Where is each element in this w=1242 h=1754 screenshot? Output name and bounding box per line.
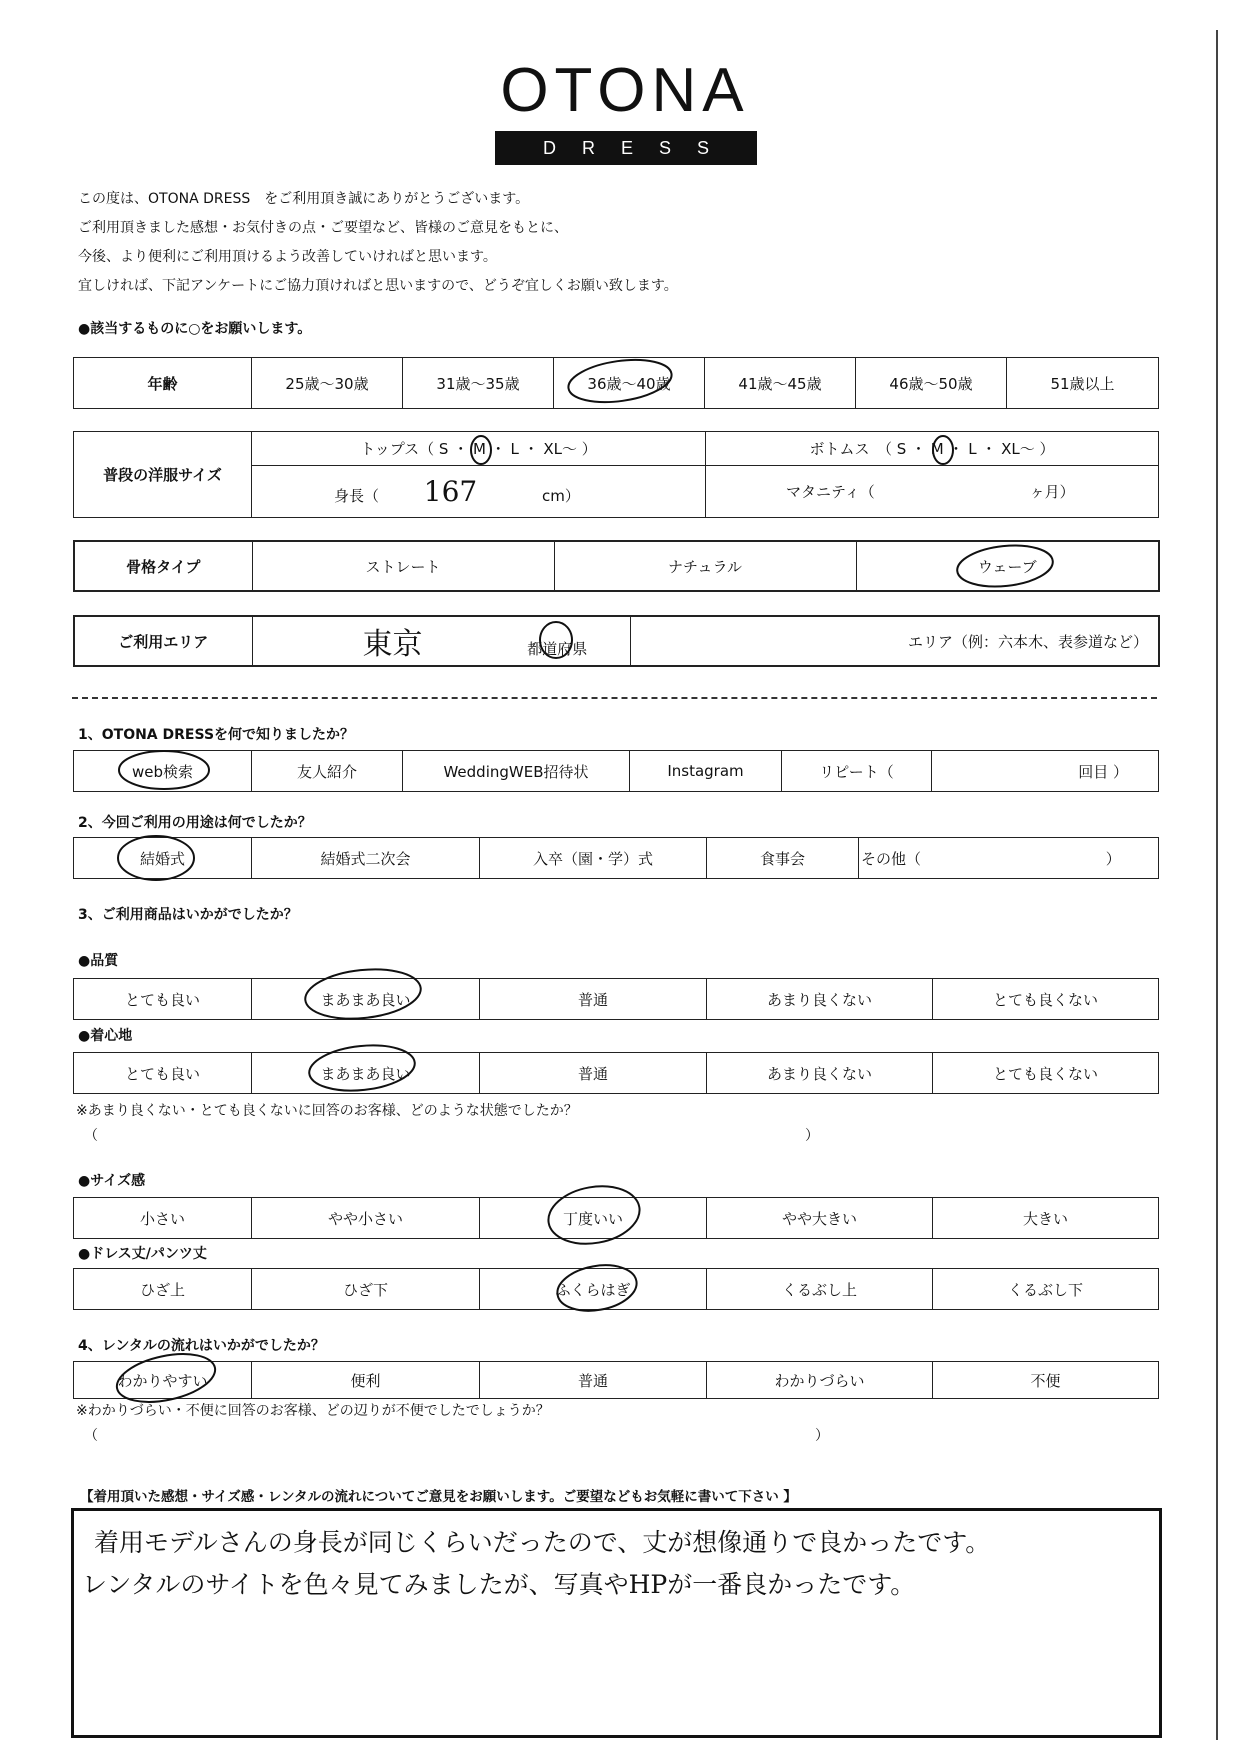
q2-other-label: その他（ bbox=[861, 849, 922, 868]
size-feel-option[interactable]: やや小さい bbox=[252, 1198, 480, 1239]
logo-subbar: DRESS bbox=[495, 131, 757, 165]
age-table bbox=[73, 357, 1159, 409]
length-label: ●ドレス丈/パンツ丈 bbox=[78, 1246, 207, 1262]
q3-note: ※あまり良くない・とても良くないに回答のお客様、どのような状態でしたか？ bbox=[76, 1103, 578, 1119]
q1-option[interactable]: リピート（ bbox=[782, 751, 932, 792]
quality-option[interactable]: あまり良くない bbox=[707, 979, 933, 1020]
height-field[interactable] bbox=[252, 465, 706, 517]
size-feel-table bbox=[73, 1197, 1159, 1239]
q1-option-selected[interactable]: web検索 bbox=[74, 751, 252, 792]
bottoms-size[interactable]: ボトムス （ S ・ M ・ L ・ XL～ ） bbox=[706, 432, 1159, 466]
maternity-unit: ヶ月） bbox=[1029, 482, 1075, 501]
length-option[interactable]: くるぶし上 bbox=[707, 1269, 933, 1310]
comfort-option-selected[interactable]: まあまあ良い bbox=[252, 1053, 480, 1094]
intro-text bbox=[78, 185, 678, 301]
comment-line: レンタルのサイトを色々見てみましたが、写真やHPが一番良かったです。 bbox=[82, 1570, 916, 1599]
length-option[interactable]: ひざ上 bbox=[74, 1269, 252, 1310]
size-feel-label: ●サイズ感 bbox=[78, 1173, 146, 1189]
q1-option[interactable]: WeddingWEB招待状 bbox=[403, 751, 630, 792]
section-divider bbox=[72, 697, 1157, 699]
q1-option[interactable]: 友人紹介 bbox=[252, 751, 403, 792]
scan-edge-line bbox=[1216, 30, 1218, 1740]
area-table bbox=[73, 615, 1160, 667]
comfort-table bbox=[73, 1052, 1159, 1094]
comments-title: 【着用頂いた感想・サイズ感・レンタルの流れについてご意見をお願いします。ご要望などもお気軽に書いて下さい 】 bbox=[80, 1489, 797, 1505]
size-feel-option-selected[interactable]: 丁度いい bbox=[480, 1198, 707, 1239]
q4-option-selected[interactable]: わかりやすい bbox=[74, 1362, 252, 1399]
age-option[interactable]: 51歳以上 bbox=[1007, 358, 1159, 409]
comfort-option[interactable]: とても良くない bbox=[933, 1053, 1159, 1094]
q1-repeat-count[interactable]: 回目 ） bbox=[932, 751, 1159, 792]
q3-answer-open: （ bbox=[84, 1128, 98, 1144]
size-feel-option[interactable]: 小さい bbox=[74, 1198, 252, 1239]
length-option[interactable]: くるぶし下 bbox=[933, 1269, 1159, 1310]
body-type-label: 骨格タイプ bbox=[74, 541, 252, 591]
maternity-field[interactable] bbox=[706, 465, 1159, 517]
q4-option[interactable]: 便利 bbox=[252, 1362, 480, 1399]
comfort-option[interactable]: あまり良くない bbox=[707, 1053, 933, 1094]
age-option[interactable]: 46歳～50歳 bbox=[856, 358, 1007, 409]
size-feel-option[interactable]: やや大きい bbox=[707, 1198, 933, 1239]
comfort-option[interactable]: とても良い bbox=[74, 1053, 252, 1094]
quality-table bbox=[73, 978, 1159, 1020]
intro-line: 宜しければ、下記アンケートにご協力頂ければと思いますので、どうぞ宜しくお願い致します。 bbox=[78, 278, 678, 294]
prefecture-suffix: 都道府県 bbox=[527, 640, 588, 658]
q4-option[interactable]: 不便 bbox=[933, 1362, 1159, 1399]
q4-title: 4、レンタルの流れはいかがでしたか？ bbox=[78, 1338, 325, 1354]
tops-size[interactable]: トップス（ S ・ M ・ L ・ XL～ ） bbox=[252, 432, 706, 466]
q4-answer-open: （ bbox=[84, 1428, 98, 1444]
age-option-selected[interactable]: 36歳～40歳 bbox=[554, 358, 705, 409]
area-label: ご利用エリア bbox=[74, 616, 252, 666]
q2-option[interactable]: 入卒（園・学）式 bbox=[480, 838, 707, 879]
body-type-option[interactable]: ストレート bbox=[252, 541, 554, 591]
body-type-table bbox=[73, 540, 1160, 592]
quality-option-selected[interactable]: まあまあ良い bbox=[252, 979, 480, 1020]
q1-title: 1、OTONA DRESSを何で知りましたか？ bbox=[78, 727, 355, 743]
age-label: 年齢 bbox=[74, 358, 252, 409]
size-label: 普段の洋服サイズ bbox=[74, 432, 252, 518]
q2-option-selected[interactable]: 結婚式 bbox=[74, 838, 252, 879]
height-value: 167 bbox=[423, 474, 478, 508]
age-option[interactable]: 31歳～35歳 bbox=[403, 358, 554, 409]
comfort-label: ●着心地 bbox=[78, 1028, 133, 1044]
q2-other-field[interactable] bbox=[859, 838, 1159, 879]
age-option[interactable]: 41歳～45歳 bbox=[705, 358, 856, 409]
maternity-label: マタニティ（ bbox=[786, 482, 875, 501]
q2-option[interactable]: 食事会 bbox=[707, 838, 859, 879]
instruction-heading: ●該当するものに○をお願いします。 bbox=[78, 321, 312, 337]
body-type-option[interactable]: ナチュラル bbox=[554, 541, 856, 591]
prefecture-field[interactable] bbox=[252, 616, 630, 666]
body-type-option-selected[interactable]: ウェーブ bbox=[856, 541, 1159, 591]
q4-answer-close: ） bbox=[815, 1428, 829, 1444]
size-table bbox=[73, 431, 1159, 518]
length-option[interactable]: ひざ下 bbox=[252, 1269, 480, 1310]
height-unit: cm） bbox=[542, 486, 580, 505]
intro-line: 今後、より便利にご利用頂けるよう改善していければと思います。 bbox=[78, 249, 497, 265]
q1-option[interactable]: Instagram bbox=[630, 751, 782, 792]
quality-option[interactable]: 普通 bbox=[480, 979, 707, 1020]
quality-option[interactable]: とても良くない bbox=[933, 979, 1159, 1020]
prefecture-value: 東京 bbox=[362, 627, 423, 662]
intro-line: この度は、OTONA DRESS をご利用頂き誠にありがとうございます。 bbox=[78, 191, 530, 207]
logo-wordmark: OTONA bbox=[500, 56, 750, 125]
q4-option[interactable]: わかりづらい bbox=[707, 1362, 933, 1399]
age-option[interactable]: 25歳～30歳 bbox=[252, 358, 403, 409]
comments-box[interactable] bbox=[71, 1508, 1162, 1738]
height-label: 身長（ bbox=[334, 486, 380, 505]
q1-table bbox=[73, 750, 1159, 792]
quality-label: ●品質 bbox=[78, 953, 119, 969]
length-table bbox=[73, 1268, 1159, 1310]
q4-option[interactable]: 普通 bbox=[480, 1362, 707, 1399]
q2-table bbox=[73, 837, 1159, 879]
q2-title: 2、今回ご利用の用途は何でしたか？ bbox=[78, 815, 312, 831]
length-option-selected[interactable]: ふくらはぎ bbox=[480, 1269, 707, 1310]
quality-option[interactable]: とても良い bbox=[74, 979, 252, 1020]
intro-line: ご利用頂きました感想・お気付きの点・ご要望など、皆様のご意見をもとに、 bbox=[78, 220, 568, 236]
q4-note: ※わかりづらい・不便に回答のお客様、どの辺りが不便でしたでしょうか？ bbox=[76, 1403, 550, 1419]
q4-table bbox=[73, 1361, 1159, 1399]
size-feel-option[interactable]: 大きい bbox=[933, 1198, 1159, 1239]
q3-title: 3、ご利用商品はいかがでしたか？ bbox=[78, 907, 298, 923]
q2-option[interactable]: 結婚式二次会 bbox=[252, 838, 480, 879]
area-hint[interactable]: エリア（例：六本木、表参道など） bbox=[630, 616, 1159, 666]
q2-other-close: ） bbox=[1105, 849, 1121, 868]
comment-line: 着用モデルさんの身長が同じくらいだったので、丈が想像通りで良かったです。 bbox=[94, 1528, 991, 1557]
comfort-option[interactable]: 普通 bbox=[480, 1053, 707, 1094]
q3-answer-close: ） bbox=[805, 1128, 819, 1144]
